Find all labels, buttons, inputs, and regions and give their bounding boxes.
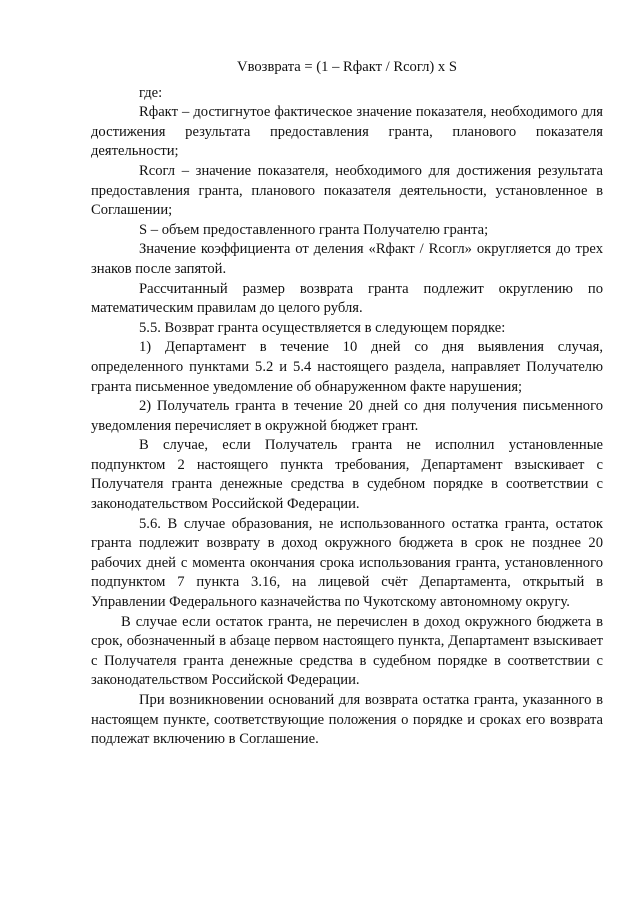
paragraph-rounding-coefficient: Значение коэффициента от деления «Rфакт / Rсогл» округляется до трех знаков после запятой. bbox=[91, 241, 603, 277]
paragraph-s-definition: S – объем предоставленного гранта Получателю гранта; bbox=[139, 221, 489, 238]
paragraph-rsogl-definition: Rсогл – значение показателя, необходимого для достижения результата предоставления гранта, планового показателя деятельности, установленное в Соглашении; bbox=[91, 162, 603, 219]
paragraph-rounding-amount: Рассчитанный размер возврата гранта подлежит округлению по математическим правилам до целого рубля. bbox=[91, 280, 603, 317]
paragraph-5-5-item-2: 2) Получатель гранта в течение 20 дней со дня получения письменного уведомления перечисляет в окружной бюджет грант. bbox=[91, 398, 603, 434]
paragraph-where: где: bbox=[139, 84, 163, 101]
paragraph-enforcement: В случае, если Получатель гранта не исполнил установленные подпунктом 2 настоящего пункта требования, Департамент взыскивает с Получателя гранта денежные средства в судебном порядке в соответствии с законодательством Российской Федерации. bbox=[91, 437, 603, 513]
refund-formula: Vвозврата = (1 – Rфакт / Rсогл) x S bbox=[237, 59, 457, 75]
paragraph-5-6: 5.6. В случае образования, не использованного остатка гранта, остаток гранта подлежит возврату в доход окружного бюджета в срок не позднее 20 рабочих дней с момента окончания срока использования гранта, установленного подпунктом 7 пункта 3.16, на лицевой счёт Департамента, открытый в Управлении Федерального казначейства по Чукотскому автономному округу. bbox=[91, 515, 603, 611]
paragraph-5-5-heading: 5.5. Возврат гранта осуществляется в следующем порядке: bbox=[139, 319, 506, 336]
paragraph-rfakt-definition: Rфакт – достигнутое фактическое значение показателя, необходимого для достижения результата предоставления гранта, планового показателя деятельности; bbox=[91, 104, 603, 160]
document-page bbox=[91, 58, 603, 750]
paragraph-agreement-provisions: При возникновении оснований для возврата остатка гранта, указанного в настоящем пункте, соответствующие положения о порядке и сроках его возврата подлежат включению в Соглашение. bbox=[91, 692, 603, 748]
paragraph-5-5-item-1: 1) Департамент в течение 10 дней со дня выявления случая, определенного пунктами 5.2 и 5.4 настоящего раздела, направляет Получателю гранта письменное уведомление об обнаруженном факте нарушения; bbox=[91, 339, 603, 395]
paragraph-unreturned-balance: В случае если остаток гранта, не перечислен в доход окружного бюджета в срок, обозначенный в абзаце первом настоящего пункта, Департамент взыскивает с Получателя гранта денежные средства в судебном порядке в соответствии с законодательством Российской Федерации. bbox=[91, 613, 603, 689]
